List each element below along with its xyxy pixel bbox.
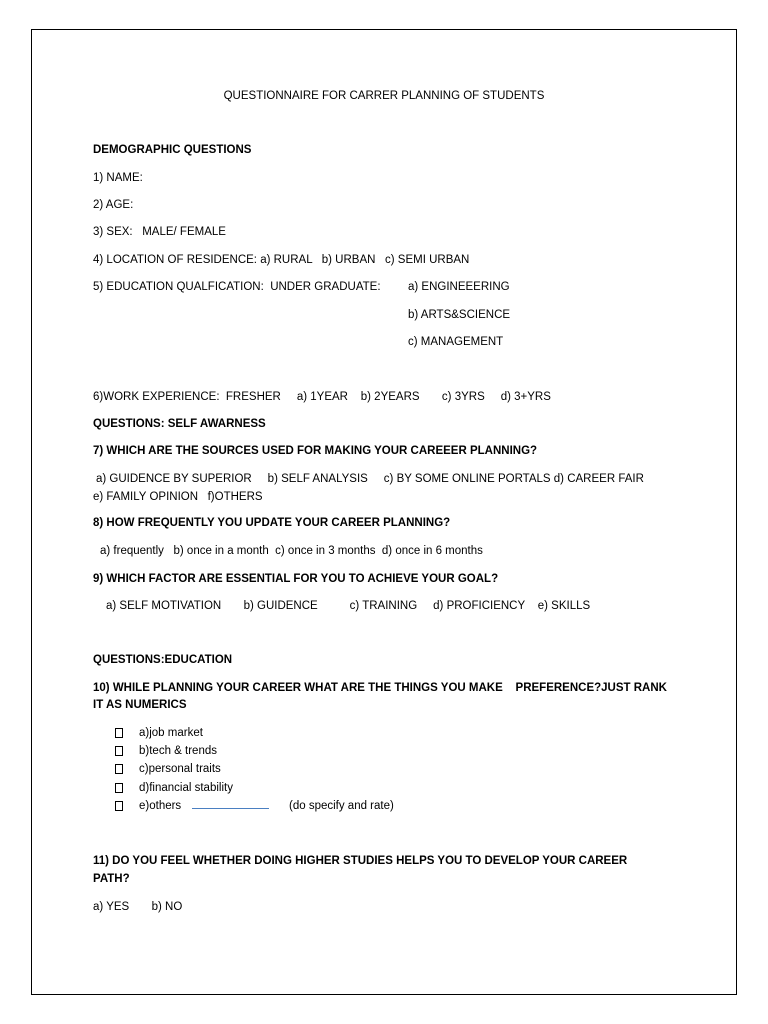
question-9: 9) WHICH FACTOR ARE ESSENTIAL FOR YOU TO ACHIEVE YOUR GOAL? <box>93 573 499 585</box>
question-sex: 3) SEX: MALE/ FEMALE <box>93 226 226 238</box>
item-financial-stability: d)financial stability <box>139 782 233 794</box>
checkbox-others[interactable] <box>115 801 123 811</box>
question-age: 2) AGE: <box>93 199 134 211</box>
item-others: e)others <box>139 800 182 812</box>
section-self-awareness-heading: QUESTIONS: SELF AWARNESS <box>93 418 266 430</box>
checkbox-tech-trends[interactable] <box>115 746 123 756</box>
section-demographic-heading: DEMOGRAPHIC QUESTIONS <box>93 144 252 156</box>
section-education-heading: QUESTIONS:EDUCATION <box>93 654 233 666</box>
question-education-label: 5) EDUCATION QUALFICATION: UNDER GRADUATE: <box>93 281 381 293</box>
item-tech-trends: b)tech & trends <box>139 745 217 757</box>
question-10-line2: IT AS NUMERICS <box>93 699 187 711</box>
checkbox-job-market[interactable] <box>115 728 123 738</box>
education-option-management: c) MANAGEMENT <box>408 336 504 348</box>
question-7: 7) WHICH ARE THE SOURCES USED FOR MAKING YOUR CAREEER PLANNING? <box>93 445 538 457</box>
checkbox-financial-stability[interactable] <box>115 783 123 793</box>
question-11-options: a) YES b) NO <box>93 901 183 913</box>
question-8-options: a) frequently b) once in a month c) once in 3 months d) once in 6 months <box>100 545 483 557</box>
question-7-options-line2: e) FAMILY OPINION f)OTHERS <box>93 491 263 503</box>
item-personal-traits: c)personal traits <box>139 763 221 775</box>
document-title: QUESTIONNAIRE FOR CARRER PLANNING OF STUDENTS <box>223 90 545 102</box>
education-option-arts-science: b) ARTS&SCIENCE <box>408 309 511 321</box>
others-specify-blank[interactable] <box>192 808 269 809</box>
question-7-options-line1: a) GUIDENCE BY SUPERIOR b) SELF ANALYSIS c) BY SOME ONLINE PORTALS d) CAREER FAIR <box>96 473 644 485</box>
item-job-market: a)job market <box>139 727 203 739</box>
education-option-engineering: a) ENGINEEERING <box>408 281 510 293</box>
question-name: 1) NAME: <box>93 172 143 184</box>
specify-note: (do specify and rate) <box>289 800 394 812</box>
question-10-line1: 10) WHILE PLANNING YOUR CAREER WHAT ARE THE THINGS YOU MAKE PREFERENCE?JUST RANK <box>93 682 667 694</box>
question-work-experience: 6)WORK EXPERIENCE: FRESHER a) 1YEAR b) 2YEARS c) 3YRS d) 3+YRS <box>93 391 551 403</box>
checkbox-personal-traits[interactable] <box>115 764 123 774</box>
question-11-line1: 11) DO YOU FEEL WHETHER DOING HIGHER STUDIES HELPS YOU TO DEVELOP YOUR CAREER <box>93 855 628 867</box>
question-location: 4) LOCATION OF RESIDENCE: a) RURAL b) URBAN c) SEMI URBAN <box>93 254 470 266</box>
question-8: 8) HOW FREQUENTLY YOU UPDATE YOUR CAREER PLANNING? <box>93 517 451 529</box>
question-9-options: a) SELF MOTIVATION b) GUIDENCE c) TRAINING d) PROFICIENCY e) SKILLS <box>106 600 591 612</box>
question-11-line2: PATH? <box>93 873 130 885</box>
